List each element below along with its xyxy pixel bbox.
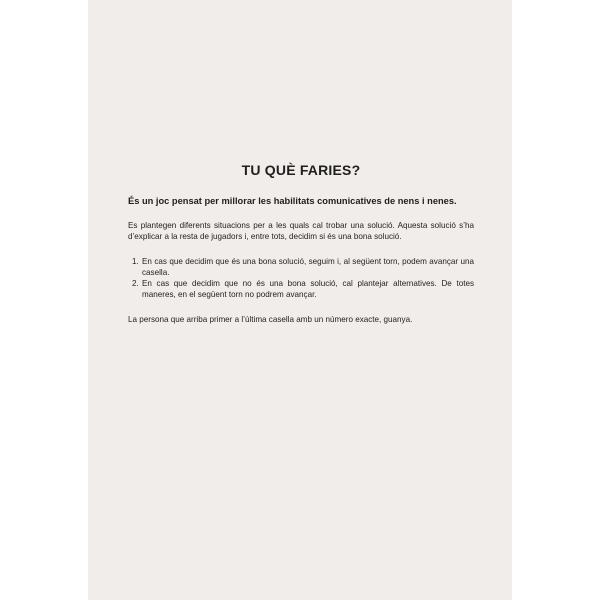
list-item-number: 1. bbox=[132, 257, 139, 266]
document-page bbox=[88, 0, 512, 600]
intro-paragraph: Es plantegen diferents situacions per a les quals cal trobar una solució. Aquesta solució s’ha d’explicar a la resta de jugadors i, entre tots, decidim si és una bona solució. bbox=[128, 221, 474, 241]
page-title: TU QUÈ FARIES? bbox=[241, 162, 361, 178]
list-item bbox=[132, 278, 474, 300]
list-item-text: En cas que decidim que és una bona solució, seguim i, al següent torn, podem avançar una casella. bbox=[142, 257, 474, 277]
rules-list bbox=[128, 256, 474, 300]
list-item-text: En cas que decidim que no és una bona solució, cal plantejar alternatives. De totes maneres, en el següent torn no podrem avançar. bbox=[142, 279, 474, 299]
list-item bbox=[132, 256, 474, 278]
document-content bbox=[128, 162, 474, 325]
list-item-number: 2. bbox=[132, 279, 139, 288]
closing-paragraph: La persona que arriba primer a l’última casella amb un número exacte, guanya. bbox=[128, 315, 413, 324]
page-subtitle: És un joc pensat per millorar les habilitats comunicatives de nens i nenes. bbox=[128, 196, 457, 206]
